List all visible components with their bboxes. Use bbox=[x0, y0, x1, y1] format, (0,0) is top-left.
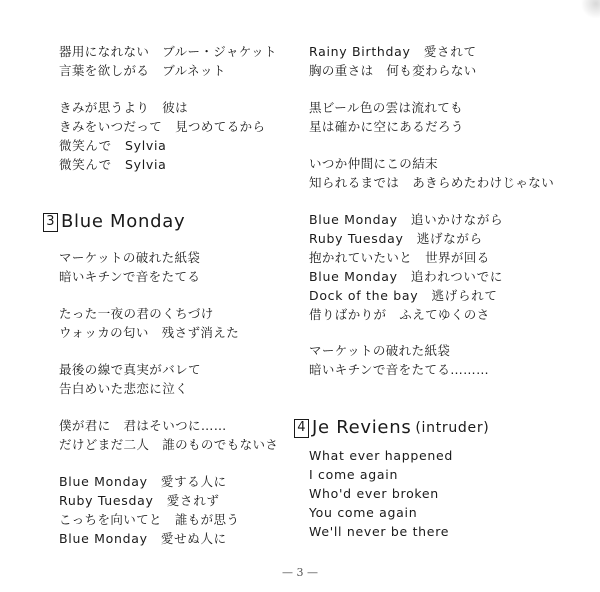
lyric-line: What ever happened bbox=[309, 448, 453, 463]
lyric-line: だけどまだ二人 誰のものでもないさ bbox=[59, 437, 279, 452]
lyric-line: たった一夜の君のくちづけ bbox=[59, 306, 214, 321]
lyric-line: 微笑んで Sylvia bbox=[59, 138, 167, 153]
lyric-line: We'll never be there bbox=[309, 524, 450, 539]
lyric-line: マーケットの破れた紙袋 bbox=[309, 343, 451, 358]
lyric-line: Blue Monday 愛せぬ人に bbox=[59, 531, 227, 546]
lyric-line: Blue Monday 追われついでに bbox=[309, 269, 504, 284]
song-number-4: 4 bbox=[294, 419, 309, 438]
lyric-line: 星は確かに空にあるだろう bbox=[309, 119, 464, 134]
song-number-3: 3 bbox=[43, 213, 58, 232]
lyric-line: きみをいつだって 見つめてるから bbox=[59, 119, 266, 134]
lyric-line: きみが思うより 彼は bbox=[59, 100, 189, 115]
lyric-line: 告白めいた悲恋に泣く bbox=[59, 381, 189, 396]
lyric-line: Dock of the bay 逃げられて bbox=[309, 288, 498, 303]
lyric-line: 器用になれない ブルー・ジャケット bbox=[59, 44, 277, 59]
lyric-line: いつか仲間にこの結末 bbox=[309, 156, 439, 171]
lyric-line: 微笑んで Sylvia bbox=[59, 157, 167, 172]
lyric-line: Ruby Tuesday 逃げながら bbox=[309, 231, 483, 246]
lyric-line: 僕が君に 君はそいつに…… bbox=[59, 418, 227, 433]
lyric-line: Ruby Tuesday 愛されず bbox=[59, 493, 220, 508]
lyric-line: Blue Monday 追いかけながら bbox=[309, 212, 504, 227]
lyric-line: 言葉を欲しがる ブルネット bbox=[59, 63, 226, 78]
page-number: — 3 — bbox=[282, 566, 318, 579]
song-heading-3 bbox=[43, 211, 185, 233]
lyric-line: You come again bbox=[309, 505, 418, 520]
lyric-line: ウォッカの匂い 残さず消えた bbox=[59, 325, 240, 340]
lyric-line: 知られるまでは あきらめたわけじゃない bbox=[309, 175, 555, 190]
lyric-line: 最後の線で真実がバレて bbox=[59, 362, 201, 377]
song-title-4: Je Reviens bbox=[312, 417, 412, 438]
lyric-line: 暗いキチンで音をたてる……… bbox=[309, 362, 489, 377]
lyric-line: 胸の重さは 何も変わらない bbox=[309, 63, 477, 78]
lyric-line: マーケットの破れた紙袋 bbox=[59, 250, 201, 265]
scan-smudge bbox=[580, 0, 600, 18]
song-subtitle-4: (intruder) bbox=[415, 420, 490, 436]
lyric-line: I come again bbox=[309, 467, 399, 482]
song-title-3: Blue Monday bbox=[61, 211, 186, 232]
song-heading-4 bbox=[294, 417, 489, 439]
lyric-line: 借りばかりが ふえてゆくのさ bbox=[309, 307, 490, 322]
lyric-line: Rainy Birthday 愛されて bbox=[309, 44, 477, 59]
lyric-line: 暗いキチンで音をたてる bbox=[59, 269, 201, 284]
lyric-line: Who'd ever broken bbox=[309, 486, 439, 501]
lyric-line: Blue Monday 愛する人に bbox=[59, 474, 227, 489]
lyric-line: 抱かれていたいと 世界が回る bbox=[309, 250, 490, 265]
lyric-line: こっちを向いてと 誰もが思う bbox=[59, 512, 240, 527]
lyric-line: 黒ビール色の雲は流れても bbox=[309, 100, 464, 115]
